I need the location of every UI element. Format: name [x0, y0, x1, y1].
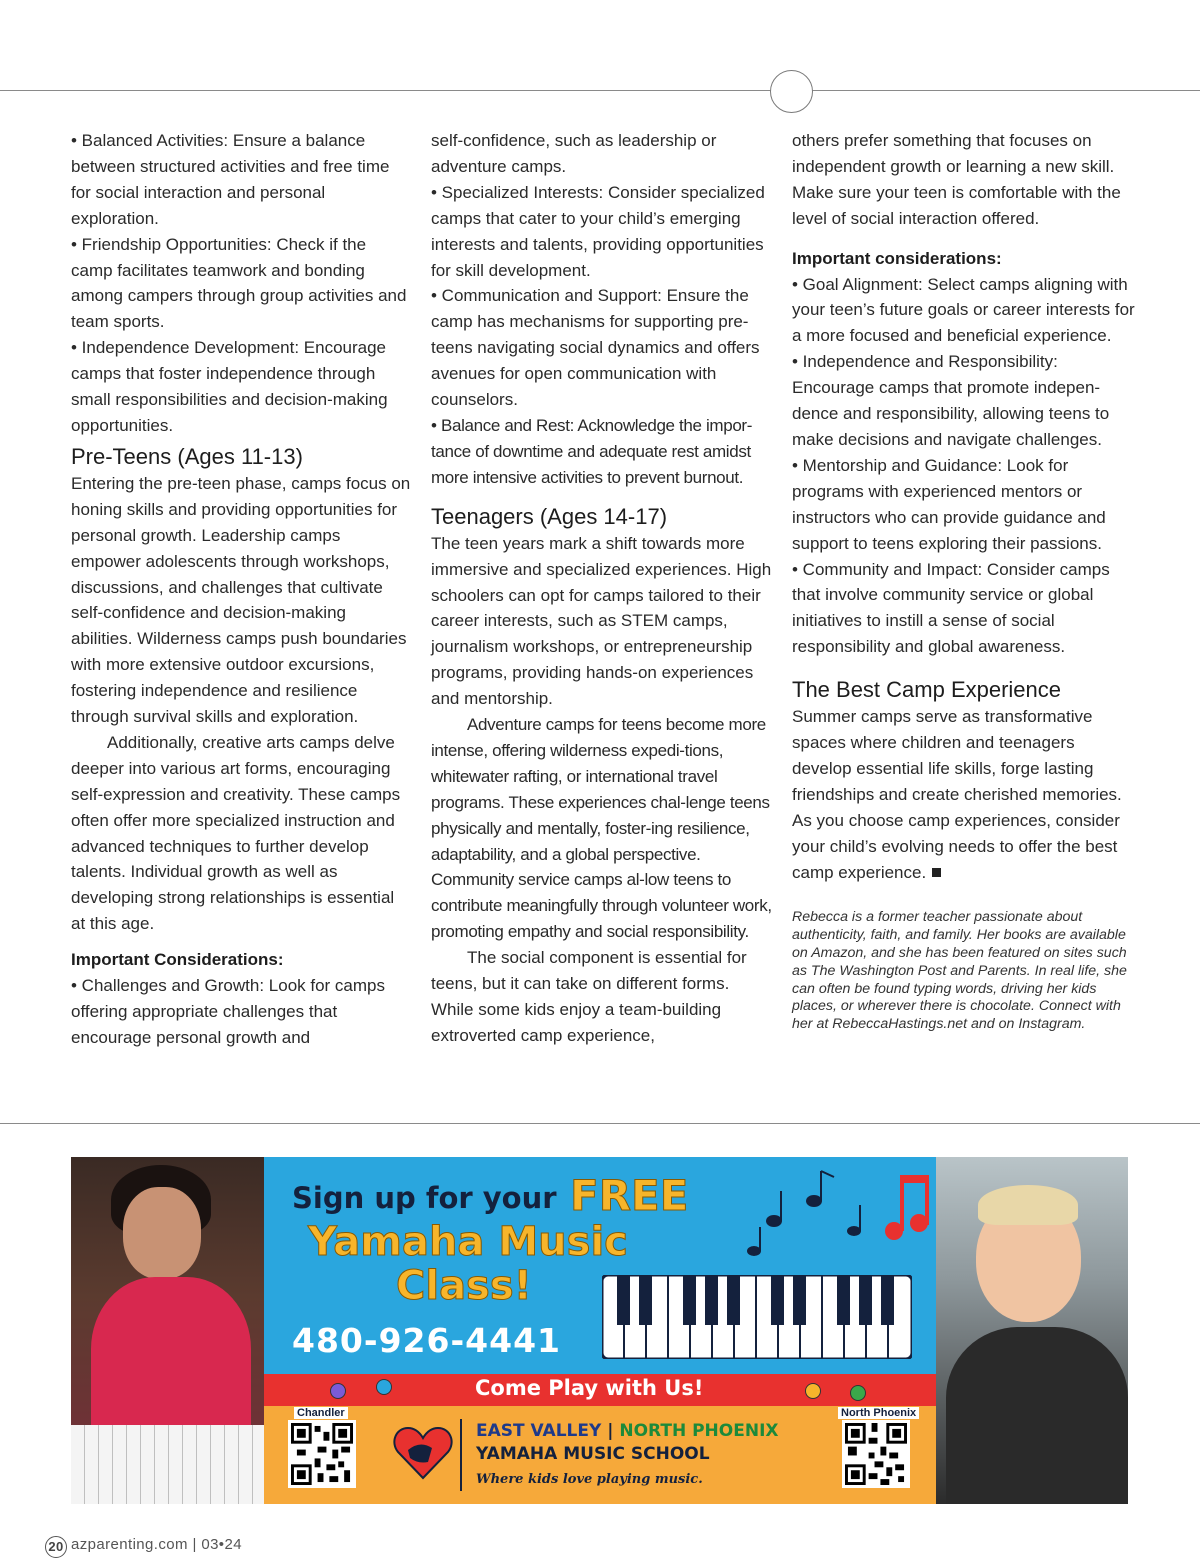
- ad-school-name: YAMAHA MUSIC SCHOOL: [476, 1444, 710, 1464]
- cartoon-note-ball-icon: [805, 1383, 821, 1399]
- subheading-important-considerations-teens: Important considerations:: [792, 248, 1002, 268]
- paragraph-adventure-camps: Adventure camps for teens become more intense, offering wilderness expedi-tions, whitewater rafting, or international travel programs. These experiences chal-lenge teens physically and mentally, foster-ing resilience, adaptability, and a global perspective. Community service camps al-low teens to contribute meaningfully through volunteer work, promoting empathy and social responsibility.: [431, 715, 772, 942]
- qr-label-north-phoenix: North Phoenix: [838, 1407, 919, 1419]
- ad-main-panel: [264, 1157, 936, 1504]
- paragraph-continued-social: others prefer something that focuses on independent growth or learning a new skill. Make sure your teen is comfortable with the level of social interaction offered.: [792, 131, 1121, 228]
- location-east-valley: EAST VALLEY: [476, 1421, 602, 1441]
- cartoon-note-ball-icon: [330, 1383, 346, 1399]
- ad-school-locations: [476, 1421, 779, 1441]
- qr-code-chandler[interactable]: [288, 1420, 356, 1488]
- ad-separator-rule: [0, 1123, 1200, 1124]
- bullet-communication-support: • Communication and Support: Ensure the camp has mechanisms for supporting pre-teens navigating social dynamics and offers avenues for open communication with counselors.: [431, 286, 760, 410]
- bullet-balance-rest: • Balance and Rest: Acknowledge the impor-tance of downtime and adequate rest amidst more intensive activities to prevent burnout.: [431, 415, 753, 487]
- qr-code-icon: [291, 1423, 353, 1485]
- bullet-specialized-interests: • Specialized Interests: Consider specialized camps that cater to your child’s emerging interests and talents, providing opportunities for skill development.: [431, 182, 765, 280]
- bullet-independence-responsibility: • Independence and Responsibility: Encourage camps that promote indepen-dence and responsibility, allowing teens to make decisions and navigate challenges.: [792, 352, 1110, 449]
- heart-piano-logo-icon: [390, 1420, 456, 1486]
- bullet-challenges-growth: • Challenges and Growth: Look for camps offering appropriate challenges that encourage personal growth and: [71, 976, 386, 1047]
- photo-girl-playing-keyboard: [71, 1157, 264, 1504]
- bullet-community-impact: • Community and Impact: Consider camps that involve community service or global initiatives to instill a sense of social responsibility and global awareness.: [792, 559, 1110, 657]
- paragraph-social-component: The social component is essential for teens, but it can take on different forms. While some kids enjoy a team-building extroverted camp experience,: [431, 948, 747, 1045]
- qr-label-chandler: Chandler: [294, 1407, 348, 1419]
- qr-code-north-phoenix[interactable]: [842, 1420, 910, 1488]
- yamaha-music-advertisement[interactable]: [71, 1157, 1128, 1504]
- piano-keyboard-icon: [602, 1275, 912, 1359]
- page-number: 20: [45, 1536, 67, 1558]
- end-of-article-mark: [932, 868, 941, 877]
- location-separator: |: [607, 1421, 614, 1441]
- cartoon-note-ball-icon: [376, 1379, 392, 1395]
- bullet-independence-development: • Independence Development: Encourage camps that foster independence through small responsibilities and decision-making opportunities.: [71, 338, 388, 435]
- top-rule: [0, 90, 1200, 91]
- bullet-goal-alignment: • Goal Alignment: Select camps aligning with your teen’s future goals or career interests for a more focused and beneficial experience.: [792, 274, 1135, 346]
- ad-logo-divider: [460, 1419, 462, 1491]
- paragraph-teenagers-intro: The teen years mark a shift towards more immersive and specialized experiences. High schoolers can opt for camps tailored to their career interests, such as STEM camps, journalism workshops, or entrepreneurship programs, providing hands-on experiences and mentorship.: [431, 533, 772, 709]
- subheading-important-considerations: Important Considerations:: [71, 950, 284, 970]
- ad-phone-number[interactable]: 480-926-4441: [292, 1321, 562, 1360]
- bullet-friendship-opportunities: • Friendship Opportunities: Check if the camp facilitates teamwork and bonding among campers through group activities and team sports.: [71, 234, 407, 332]
- paragraph-conclusion: [792, 704, 1137, 885]
- article-column-2: [431, 128, 773, 1049]
- ad-tagline: Where kids love playing music.: [476, 1472, 703, 1487]
- heading-teenagers: Teenagers (Ages 14-17): [431, 503, 668, 529]
- ad-yamaha-music-text: Yamaha Music: [308, 1219, 628, 1265]
- qr-code-icon: [845, 1423, 907, 1485]
- cartoon-note-ball-icon: [850, 1385, 866, 1401]
- header-circle-ornament: [770, 70, 813, 113]
- paragraph-continued: self-confidence, such as leadership or adventure camps.: [431, 131, 717, 176]
- article-column-1: [71, 128, 411, 1051]
- ad-free-text: FREE: [570, 1171, 689, 1220]
- music-notes-icon: [734, 1161, 934, 1271]
- paragraph-pre-teens-intro: Entering the pre-teen phase, camps focus on honing skills and providing opportunities for personal growth. Leadership camps empower adolescents through workshops, discussions, and challenges that cultivate self-confidence and decision-making abilities. Wilderness camps push boundaries with more extensive outdoor excursions, fostering independence and resilience through survival skills and exploration.: [71, 473, 411, 727]
- page-footer: [45, 1536, 242, 1558]
- ad-class-text: Class!: [396, 1263, 532, 1309]
- heading-pre-teens: Pre-Teens (Ages 11-13): [71, 443, 303, 469]
- ad-signup-text: Sign up for your: [292, 1181, 557, 1215]
- ad-come-play-text: Come Play with Us!: [475, 1376, 704, 1400]
- footer-site-date[interactable]: azparenting.com | 03•24: [71, 1536, 242, 1553]
- conclusion-text: Summer camps serve as transformative spaces where children and teenagers develop essential life skills, forge lasting friendships and create cherished memories. As you choose camp experiences, consider your child’s evolving needs to offer the best camp experience.: [792, 707, 1122, 882]
- bullet-balanced-activities: • Balanced Activities: Ensure a balance between structured activities and free time for social interaction and personal exploration.: [71, 131, 390, 228]
- author-bio: Rebecca is a former teacher passionate about authenticity, faith, and family. Her books are available on Amazon, and she has been featured on sites such as The Washington Post and Parents. In real life, she can often be found typing words, driving her kids places, or wherever there is chocolate. Connect with her at RebeccaHastings.net and on Instagram.: [792, 909, 1127, 1033]
- article-column-3: [792, 128, 1137, 1034]
- location-north-phoenix: NORTH PHOENIX: [619, 1421, 779, 1441]
- paragraph-creative-arts: Additionally, creative arts camps delve deeper into various art forms, encouraging self-expression and creativity. These camps often offer more specialized instruction and advanced techniques to further develop talents. Individual growth as well as developing strong relationships is essential at this age.: [71, 732, 401, 934]
- bullet-mentorship-guidance: • Mentorship and Guidance: Look for programs with experienced mentors or instructors who can provide guidance and support to teens exploring their passions.: [792, 455, 1106, 553]
- heading-best-camp-experience: The Best Camp Experience: [792, 677, 1062, 703]
- photo-boy-at-piano: [936, 1157, 1128, 1504]
